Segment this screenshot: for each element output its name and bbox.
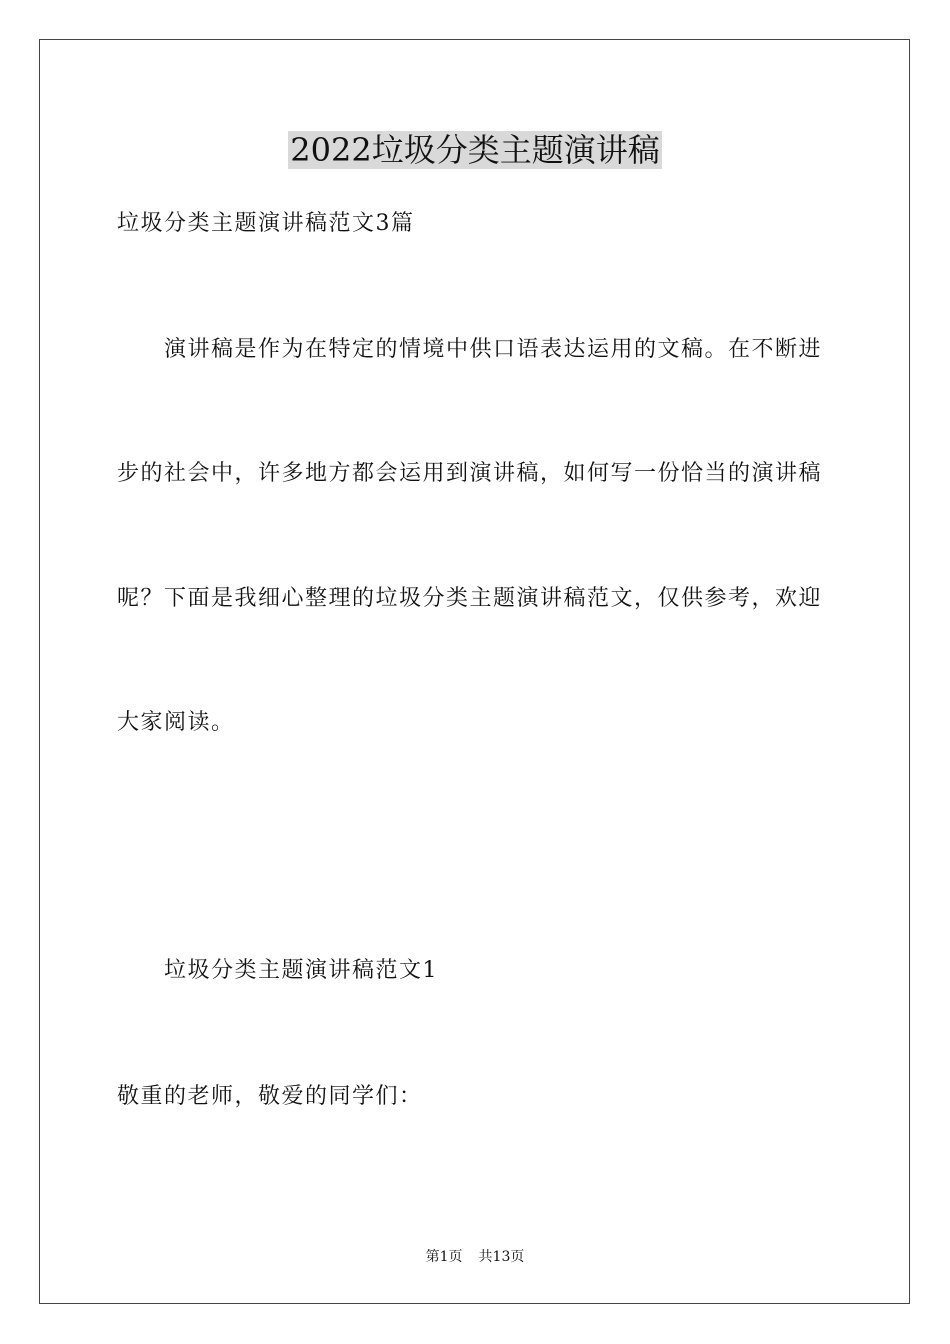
salutation: 敬重的老师，敬爱的同学们： [117,1084,423,1109]
paragraph-line: 演讲稿是作为在特定的情境中供口语表达运用的文稿。在不断进 [164,337,823,362]
paragraph-line: 步的社会中，许多地方都会运用到演讲稿，如何写一份恰当的演讲稿 [117,461,823,486]
paragraph-line: 大家阅读。 [117,710,235,735]
document-title [0,128,950,172]
section-heading: 垃圾分类主题演讲稿范文1 [164,958,438,983]
paragraph-line: 呢？下面是我细心整理的垃圾分类主题演讲稿范文，仅供参考，欢迎 [117,586,823,611]
document-subtitle: 垃圾分类主题演讲稿范文3篇 [117,211,415,236]
page-number: 第1页 [425,1249,463,1265]
page-footer [0,1248,950,1266]
page-total: 共13页 [478,1249,525,1265]
document-title-text: 2022垃圾分类主题演讲稿 [290,131,660,169]
